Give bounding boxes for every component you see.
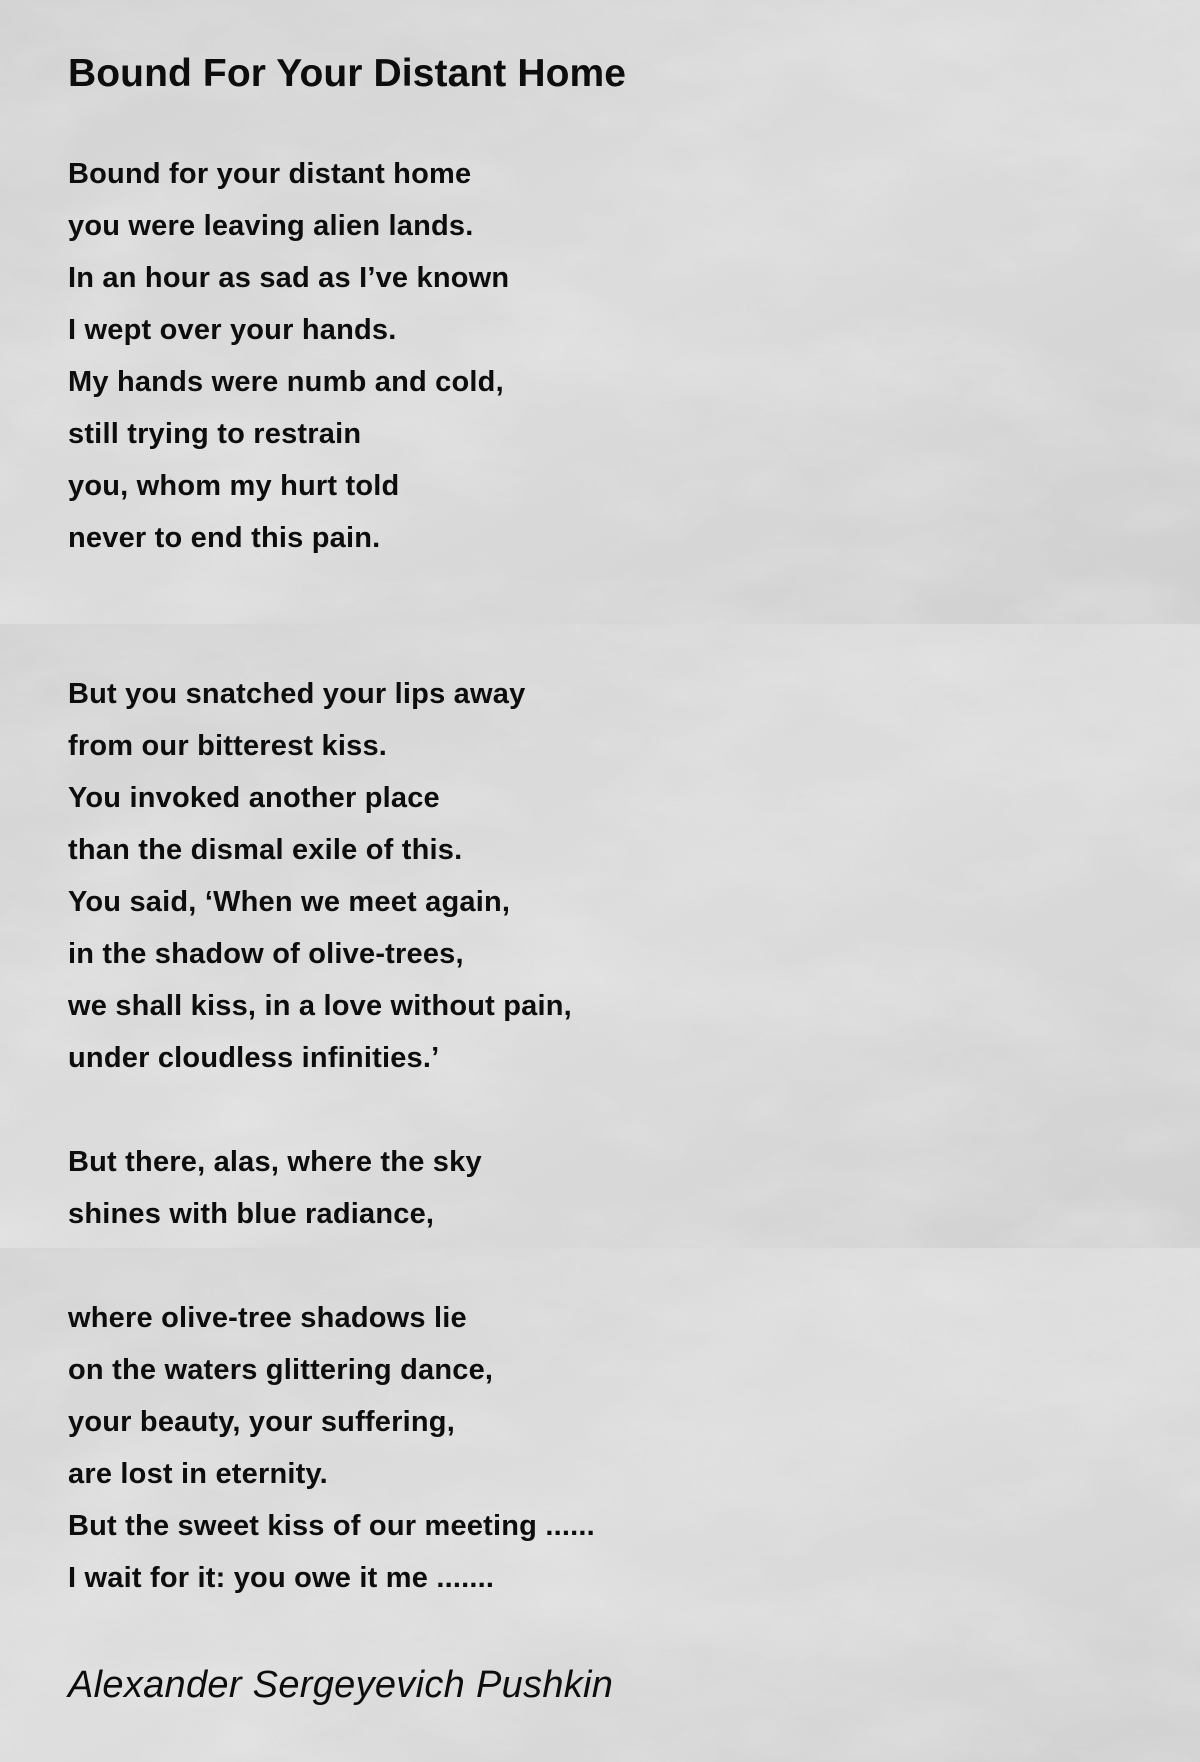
poem-line: You said, ‘When we meet again,	[68, 886, 511, 918]
poem-line: you were leaving alien lands.	[68, 210, 474, 242]
poem-line: are lost in eternity.	[68, 1458, 328, 1490]
poem-line: your beauty, your suffering,	[68, 1406, 455, 1438]
poem-line: we shall kiss, in a love without pain,	[68, 990, 572, 1022]
poem-line: In an hour as sad as I’ve known	[68, 262, 510, 294]
poem-line: But there, alas, where the sky	[68, 1146, 482, 1178]
poem-line: still trying to restrain	[68, 418, 362, 450]
poem-title: Bound For Your Distant Home	[68, 52, 627, 95]
poem-line: on the waters glittering dance,	[68, 1354, 494, 1386]
poem-line: You invoked another place	[68, 782, 440, 814]
poem-line: where olive-tree shadows lie	[68, 1302, 467, 1334]
poem-line: in the shadow of olive-trees,	[68, 938, 464, 970]
poem-line: than the dismal exile of this.	[68, 834, 463, 866]
poem-line: never to end this pain.	[68, 522, 381, 554]
poem-line: I wait for it: you owe it me .......	[68, 1562, 495, 1594]
poem-line: you, whom my hurt told	[68, 470, 400, 502]
poem-line: Bound for your distant home	[68, 158, 472, 190]
poem-line: shines with blue radiance,	[68, 1198, 435, 1230]
poem-line: But the sweet kiss of our meeting ......	[68, 1510, 595, 1542]
poem-line: But you snatched your lips away	[68, 678, 526, 710]
poem-author: Alexander Sergeyevich Pushkin	[68, 1664, 614, 1706]
poem-line: My hands were numb and cold,	[68, 366, 504, 398]
poem-line: under cloudless infinities.’	[68, 1042, 440, 1074]
poem-line: from our bitterest kiss.	[68, 730, 388, 762]
poem-line: I wept over your hands.	[68, 314, 397, 346]
